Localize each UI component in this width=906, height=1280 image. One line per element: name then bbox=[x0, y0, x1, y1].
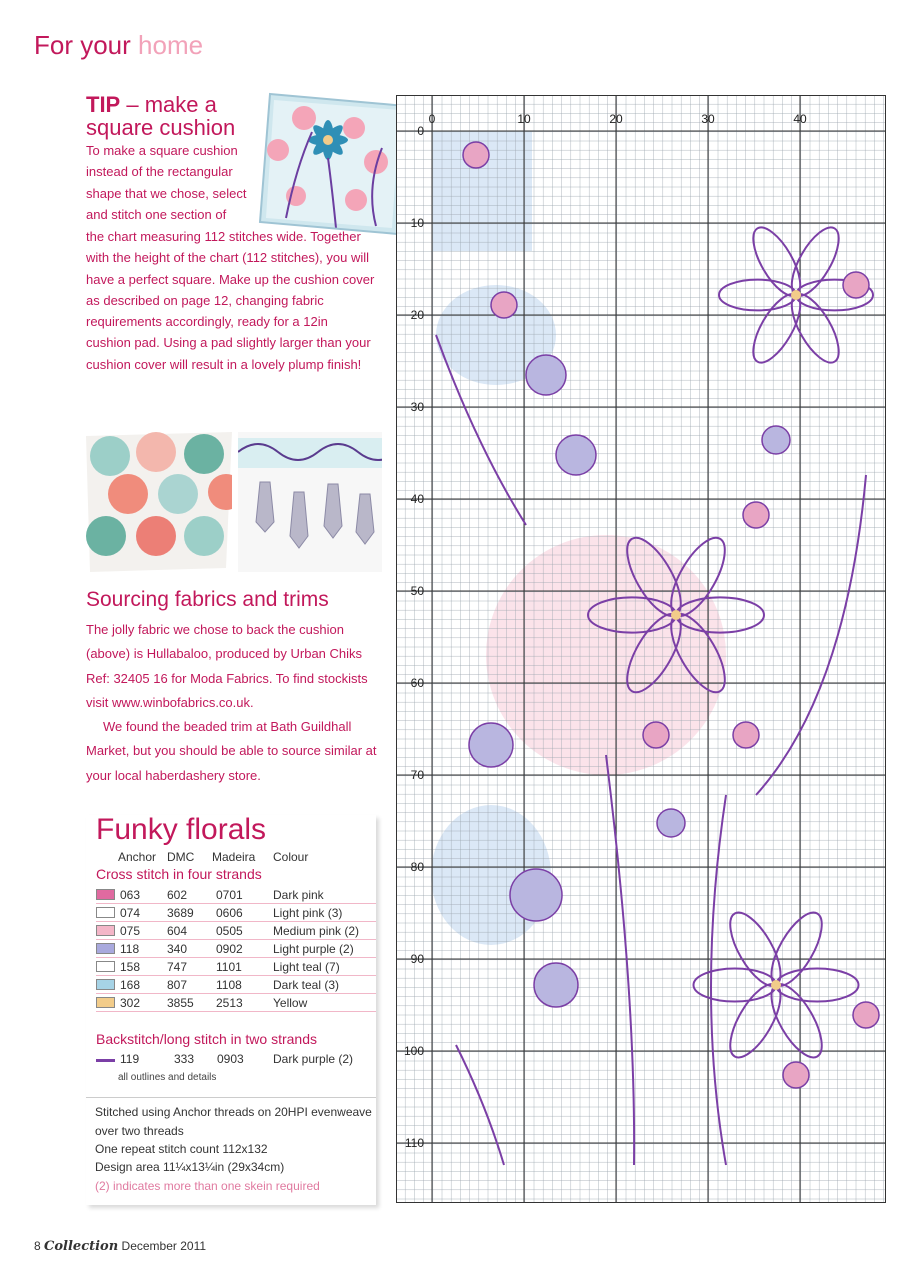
swatch-icon bbox=[96, 925, 115, 936]
row-label: 0 bbox=[417, 124, 424, 138]
magazine-logo: Collection bbox=[44, 1239, 119, 1254]
purple-dot bbox=[762, 426, 790, 454]
row-label: 110 bbox=[404, 1136, 424, 1150]
key-col-madeira: Madeira bbox=[212, 850, 256, 864]
fabric-swatch-photo bbox=[86, 432, 232, 572]
purple-dot bbox=[510, 869, 562, 921]
pink-dot bbox=[783, 1062, 809, 1088]
pink-dot bbox=[743, 502, 769, 528]
thread-row: 168 807 1108 Dark teal (3) bbox=[96, 975, 376, 994]
pink-dot bbox=[853, 1002, 879, 1028]
purple-dot bbox=[469, 723, 513, 767]
sourcing-body bbox=[86, 618, 386, 788]
backstitch-line-icon bbox=[96, 1059, 115, 1062]
row-label: 50 bbox=[410, 584, 424, 598]
flower-centre bbox=[791, 290, 801, 300]
col-label: 20 bbox=[609, 112, 623, 126]
info-line: Stitched using Anchor threads on 20HPI evenweave bbox=[95, 1105, 372, 1119]
backstitch-heading: Backstitch/long stitch in two strands bbox=[96, 1031, 317, 1047]
cross-stitch-heading: Cross stitch in four strands bbox=[96, 866, 262, 882]
tip-heading bbox=[86, 93, 266, 139]
backstitch-row: 119 333 0903 Dark purple (2) bbox=[96, 1051, 376, 1069]
cushion-photo bbox=[256, 88, 414, 238]
key-col-colour: Colour bbox=[273, 850, 309, 864]
key-col-dmc: DMC bbox=[167, 850, 195, 864]
issue-date: December 2011 bbox=[121, 1239, 207, 1253]
swatch-icon bbox=[96, 979, 115, 990]
purple-dot bbox=[556, 435, 596, 475]
row-label: 70 bbox=[410, 768, 424, 782]
thread-row: 074 3689 0606 Light pink (3) bbox=[96, 903, 376, 922]
col-label: 30 bbox=[701, 112, 715, 126]
info-line: over two threads bbox=[95, 1124, 184, 1138]
tip-label: TIP bbox=[86, 92, 121, 117]
backstitch-note: all outlines and details bbox=[118, 1072, 217, 1083]
info-line: One repeat stitch count 112x132 bbox=[95, 1142, 268, 1156]
key-title: Funky florals bbox=[96, 813, 267, 846]
tip-title: – make a square cushion bbox=[86, 92, 236, 140]
col-label: 0 bbox=[428, 112, 436, 126]
flower-centre bbox=[771, 980, 781, 990]
col-label: 10 bbox=[517, 112, 531, 126]
tip-intro-text: To make a square cushion instead of the rectangular shape that we chose, select and stitch one section of bbox=[86, 143, 247, 222]
thread-row: 118 340 0902 Light purple (2) bbox=[96, 939, 376, 958]
tip-body-text: the chart measuring 112 stitches wide. Together with the height of the chart (112 stitches), you will have a perfect square. Make up the cushion cover as described on page 12, changing fabric requirements accordingly, ready for a 12in cushion pad. Using a pad slightly larger than your cushion cover will result in a lovely plump finish! bbox=[86, 229, 375, 372]
thread-row: 063 602 0701 Dark pink bbox=[96, 885, 376, 904]
row-label: 90 bbox=[410, 952, 424, 966]
swatch-icon bbox=[96, 997, 115, 1008]
swatch-icon bbox=[96, 907, 115, 918]
row-label: 20 bbox=[410, 308, 424, 322]
page-section-title: For your home bbox=[34, 30, 204, 60]
swatch-icon bbox=[96, 961, 115, 972]
cross-stitch-chart bbox=[396, 95, 886, 1205]
skein-note: (2) indicates more than one skein required bbox=[95, 1179, 320, 1193]
beaded-trim-photo bbox=[238, 432, 382, 572]
pink-dot bbox=[843, 272, 869, 298]
sourcing-paragraph-1: The jolly fabric we chose to back the cushion (above) is Hullabaloo, produced by Urban Chiks Ref: 32405 16 for Moda Fabrics. To find stockists visit www.winbofabrics.co.uk. bbox=[86, 622, 368, 710]
sourcing-heading: Sourcing fabrics and trims bbox=[86, 588, 329, 611]
sourcing-paragraph-2: We found the beaded trim at Bath Guildhall Market, but you should be able to source similar at your local haberdashery store. bbox=[86, 719, 377, 783]
flower-centre bbox=[671, 610, 681, 620]
pink-dot bbox=[463, 142, 489, 168]
key-divider bbox=[86, 1097, 376, 1098]
thread-row: 158 747 1101 Light teal (7) bbox=[96, 957, 376, 976]
purple-dot bbox=[526, 355, 566, 395]
row-label: 60 bbox=[410, 676, 424, 690]
row-label: 10 bbox=[410, 216, 424, 230]
row-label: 80 bbox=[410, 860, 424, 874]
swatch-icon bbox=[96, 889, 115, 900]
pink-dot bbox=[733, 722, 759, 748]
purple-dot bbox=[534, 963, 578, 1007]
key-col-anchor: Anchor bbox=[118, 850, 157, 864]
pink-dot bbox=[491, 292, 517, 318]
purple-dot bbox=[657, 809, 685, 837]
page-footer bbox=[34, 1239, 206, 1254]
row-label: 100 bbox=[403, 1044, 424, 1058]
swatch-icon bbox=[96, 943, 115, 954]
pink-dot bbox=[643, 722, 669, 748]
row-label: 30 bbox=[410, 400, 424, 414]
row-label: 40 bbox=[410, 492, 424, 506]
thread-row: 302 3855 2513 Yellow bbox=[96, 993, 376, 1012]
col-label: 40 bbox=[793, 112, 807, 126]
page-number: 8 bbox=[34, 1239, 41, 1253]
thread-row: 075 604 0505 Medium pink (2) bbox=[96, 921, 376, 940]
info-line: Design area 11¼x13¼in (29x34cm) bbox=[95, 1160, 285, 1174]
